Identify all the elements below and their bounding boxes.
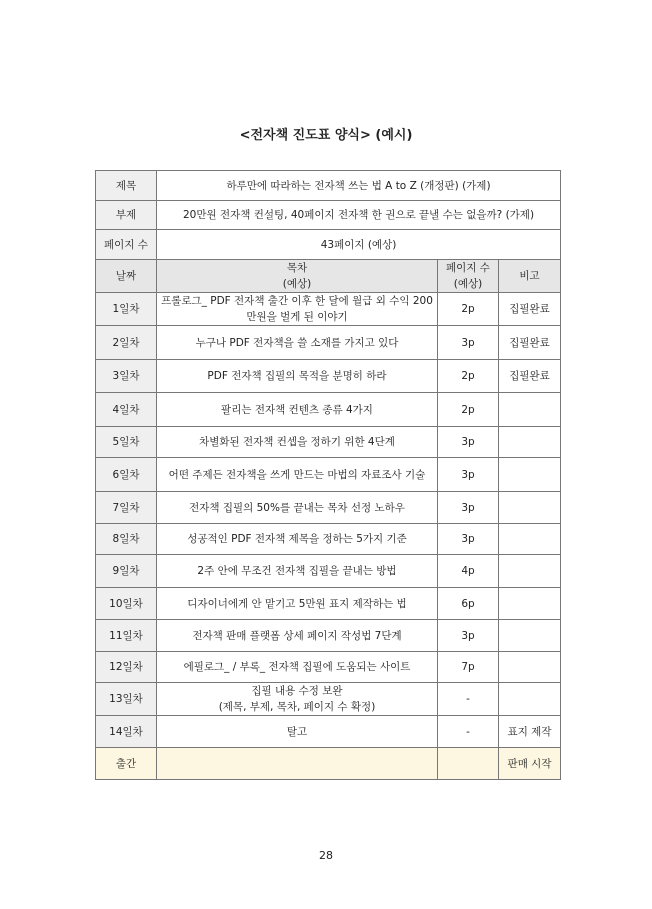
day-cell: 8일차	[96, 524, 157, 555]
table-row	[96, 683, 561, 716]
page-count-row	[96, 230, 561, 260]
toc-text: 탈고	[286, 725, 308, 738]
note-cell	[499, 458, 561, 492]
table-row	[96, 716, 561, 748]
toc-cell	[157, 326, 438, 360]
day-cell: 3일차	[96, 360, 157, 393]
header-toc-sub: (예상)	[282, 278, 312, 290]
note-cell	[499, 393, 561, 427]
toc-text: 차별화된 전자책 컨셉을 정하기 위한 4단계	[199, 436, 395, 448]
header-toc-label: 목차	[286, 262, 308, 274]
day-cell: 13일차	[96, 683, 157, 716]
subtitle-label: 부제	[96, 201, 157, 230]
toc-cell	[157, 458, 438, 492]
toc-cell	[157, 360, 438, 393]
toc-cell	[157, 683, 438, 716]
progress-table	[95, 170, 561, 780]
toc-text: 성공적인 PDF 전자책 제목을 정하는 5가지 기준	[187, 533, 407, 545]
toc-text: 프롤로그_ PDF 전자책 출간 이후 한 달에 월급 외 수익 200만원을 벌게 된 이야기	[161, 295, 433, 323]
day-cell: 5일차	[96, 427, 157, 458]
title-value: 하루만에 따라하는 전자책 쓰는 법 A to Z (개정판) (가제)	[157, 171, 561, 201]
toc-cell	[157, 524, 438, 555]
publish-label: 출간	[96, 748, 157, 780]
toc-cell	[157, 393, 438, 427]
table-row	[96, 620, 561, 652]
page-count-label: 페이지 수	[96, 230, 157, 260]
table-row	[96, 326, 561, 360]
pages-cell: 3p	[438, 524, 499, 555]
day-cell: 1일차	[96, 293, 157, 326]
pages-cell: -	[438, 716, 499, 748]
day-cell: 7일차	[96, 492, 157, 524]
toc-cell	[157, 588, 438, 620]
header-pages	[438, 260, 499, 293]
page-count-value: 43페이지 (예상)	[157, 230, 561, 260]
table-row	[96, 393, 561, 427]
note-cell	[499, 588, 561, 620]
document-title: <전자책 진도표 양식> (예시)	[239, 128, 413, 143]
toc-cell	[157, 652, 438, 683]
header-row	[96, 260, 561, 293]
note-cell: 집필완료	[499, 293, 561, 326]
toc-text: 전자책 집필의 50%를 끝내는 목차 선정 노하우	[189, 501, 405, 514]
empty-cell	[438, 748, 499, 780]
table-row	[96, 555, 561, 588]
day-cell: 4일차	[96, 393, 157, 427]
header-pages-sub: (예상)	[453, 278, 483, 290]
note-cell	[499, 683, 561, 716]
toc-text: 2주 안에 무조건 전자책 집필을 끝내는 방법	[197, 565, 397, 577]
day-cell: 14일차	[96, 716, 157, 748]
table-row	[96, 427, 561, 458]
note-cell	[499, 492, 561, 524]
note-cell	[499, 555, 561, 588]
toc-text: 누구나 PDF 전자책을 쓸 소재를 가지고 있다	[195, 336, 399, 349]
title-label: 제목	[96, 171, 157, 201]
note-cell	[499, 427, 561, 458]
empty-cell	[157, 748, 438, 780]
toc-text: 팔리는 전자책 컨텐츠 종류 4가지	[221, 403, 373, 416]
note-cell	[499, 652, 561, 683]
header-date: 날짜	[96, 260, 157, 293]
toc-cell	[157, 555, 438, 588]
pages-cell: 2p	[438, 293, 499, 326]
day-cell: 6일차	[96, 458, 157, 492]
day-cell: 12일차	[96, 652, 157, 683]
day-cell: 2일차	[96, 326, 157, 360]
header-note: 비고	[499, 260, 561, 293]
pages-cell: 4p	[438, 555, 499, 588]
pages-cell: 3p	[438, 427, 499, 458]
toc-text: 전자책 판매 플랫폼 상세 페이지 작성법 7단계	[192, 629, 402, 642]
subtitle-row	[96, 201, 561, 230]
toc-cell	[157, 293, 438, 326]
table-row	[96, 652, 561, 683]
publish-row	[96, 748, 561, 780]
table-row	[96, 360, 561, 393]
pages-cell: 3p	[438, 492, 499, 524]
pages-cell: 3p	[438, 326, 499, 360]
title-row	[96, 171, 561, 201]
page-number: 28	[319, 849, 333, 862]
subtitle-value: 20만원 전자책 컨설팅, 40페이지 전자책 한 권으로 끝낼 수는 없을까? (가제)	[157, 201, 561, 230]
table-row	[96, 293, 561, 326]
toc-cell	[157, 620, 438, 652]
day-cell: 10일차	[96, 588, 157, 620]
day-cell: 9일차	[96, 555, 157, 588]
note-cell	[499, 524, 561, 555]
toc-text: 에필로그_ / 부록_ 전자책 집필에 도움되는 사이트	[183, 661, 411, 673]
table-row	[96, 588, 561, 620]
note-cell: 집필완료	[499, 360, 561, 393]
pages-cell: 2p	[438, 393, 499, 427]
day-cell: 11일차	[96, 620, 157, 652]
header-pages-label: 페이지 수	[446, 262, 490, 274]
toc-cell	[157, 716, 438, 748]
toc-text: PDF 전자책 집필의 목적을 분명히 하라	[207, 370, 387, 382]
toc-cell	[157, 492, 438, 524]
header-toc	[157, 260, 438, 293]
toc-text: 집필 내용 수정 보완	[251, 685, 343, 697]
pages-cell: 6p	[438, 588, 499, 620]
pages-cell: 3p	[438, 458, 499, 492]
note-cell	[499, 620, 561, 652]
note-cell: 집필완료	[499, 326, 561, 360]
toc-text: 디자이너에게 안 맡기고 5만원 표지 제작하는 법	[187, 597, 407, 610]
table-row	[96, 524, 561, 555]
table-row	[96, 458, 561, 492]
publish-note: 판매 시작	[499, 748, 561, 780]
pages-cell: 3p	[438, 620, 499, 652]
table-row	[96, 492, 561, 524]
note-cell: 표지 제작	[499, 716, 561, 748]
toc-text: 어떤 주제든 전자책을 쓰게 만드는 마법의 자료조사 기술	[168, 468, 426, 481]
toc-cell	[157, 427, 438, 458]
pages-cell: 7p	[438, 652, 499, 683]
pages-cell: 2p	[438, 360, 499, 393]
toc-text-2: (제목, 부제, 목차, 페이지 수 확정)	[218, 701, 376, 713]
pages-cell: -	[438, 683, 499, 716]
